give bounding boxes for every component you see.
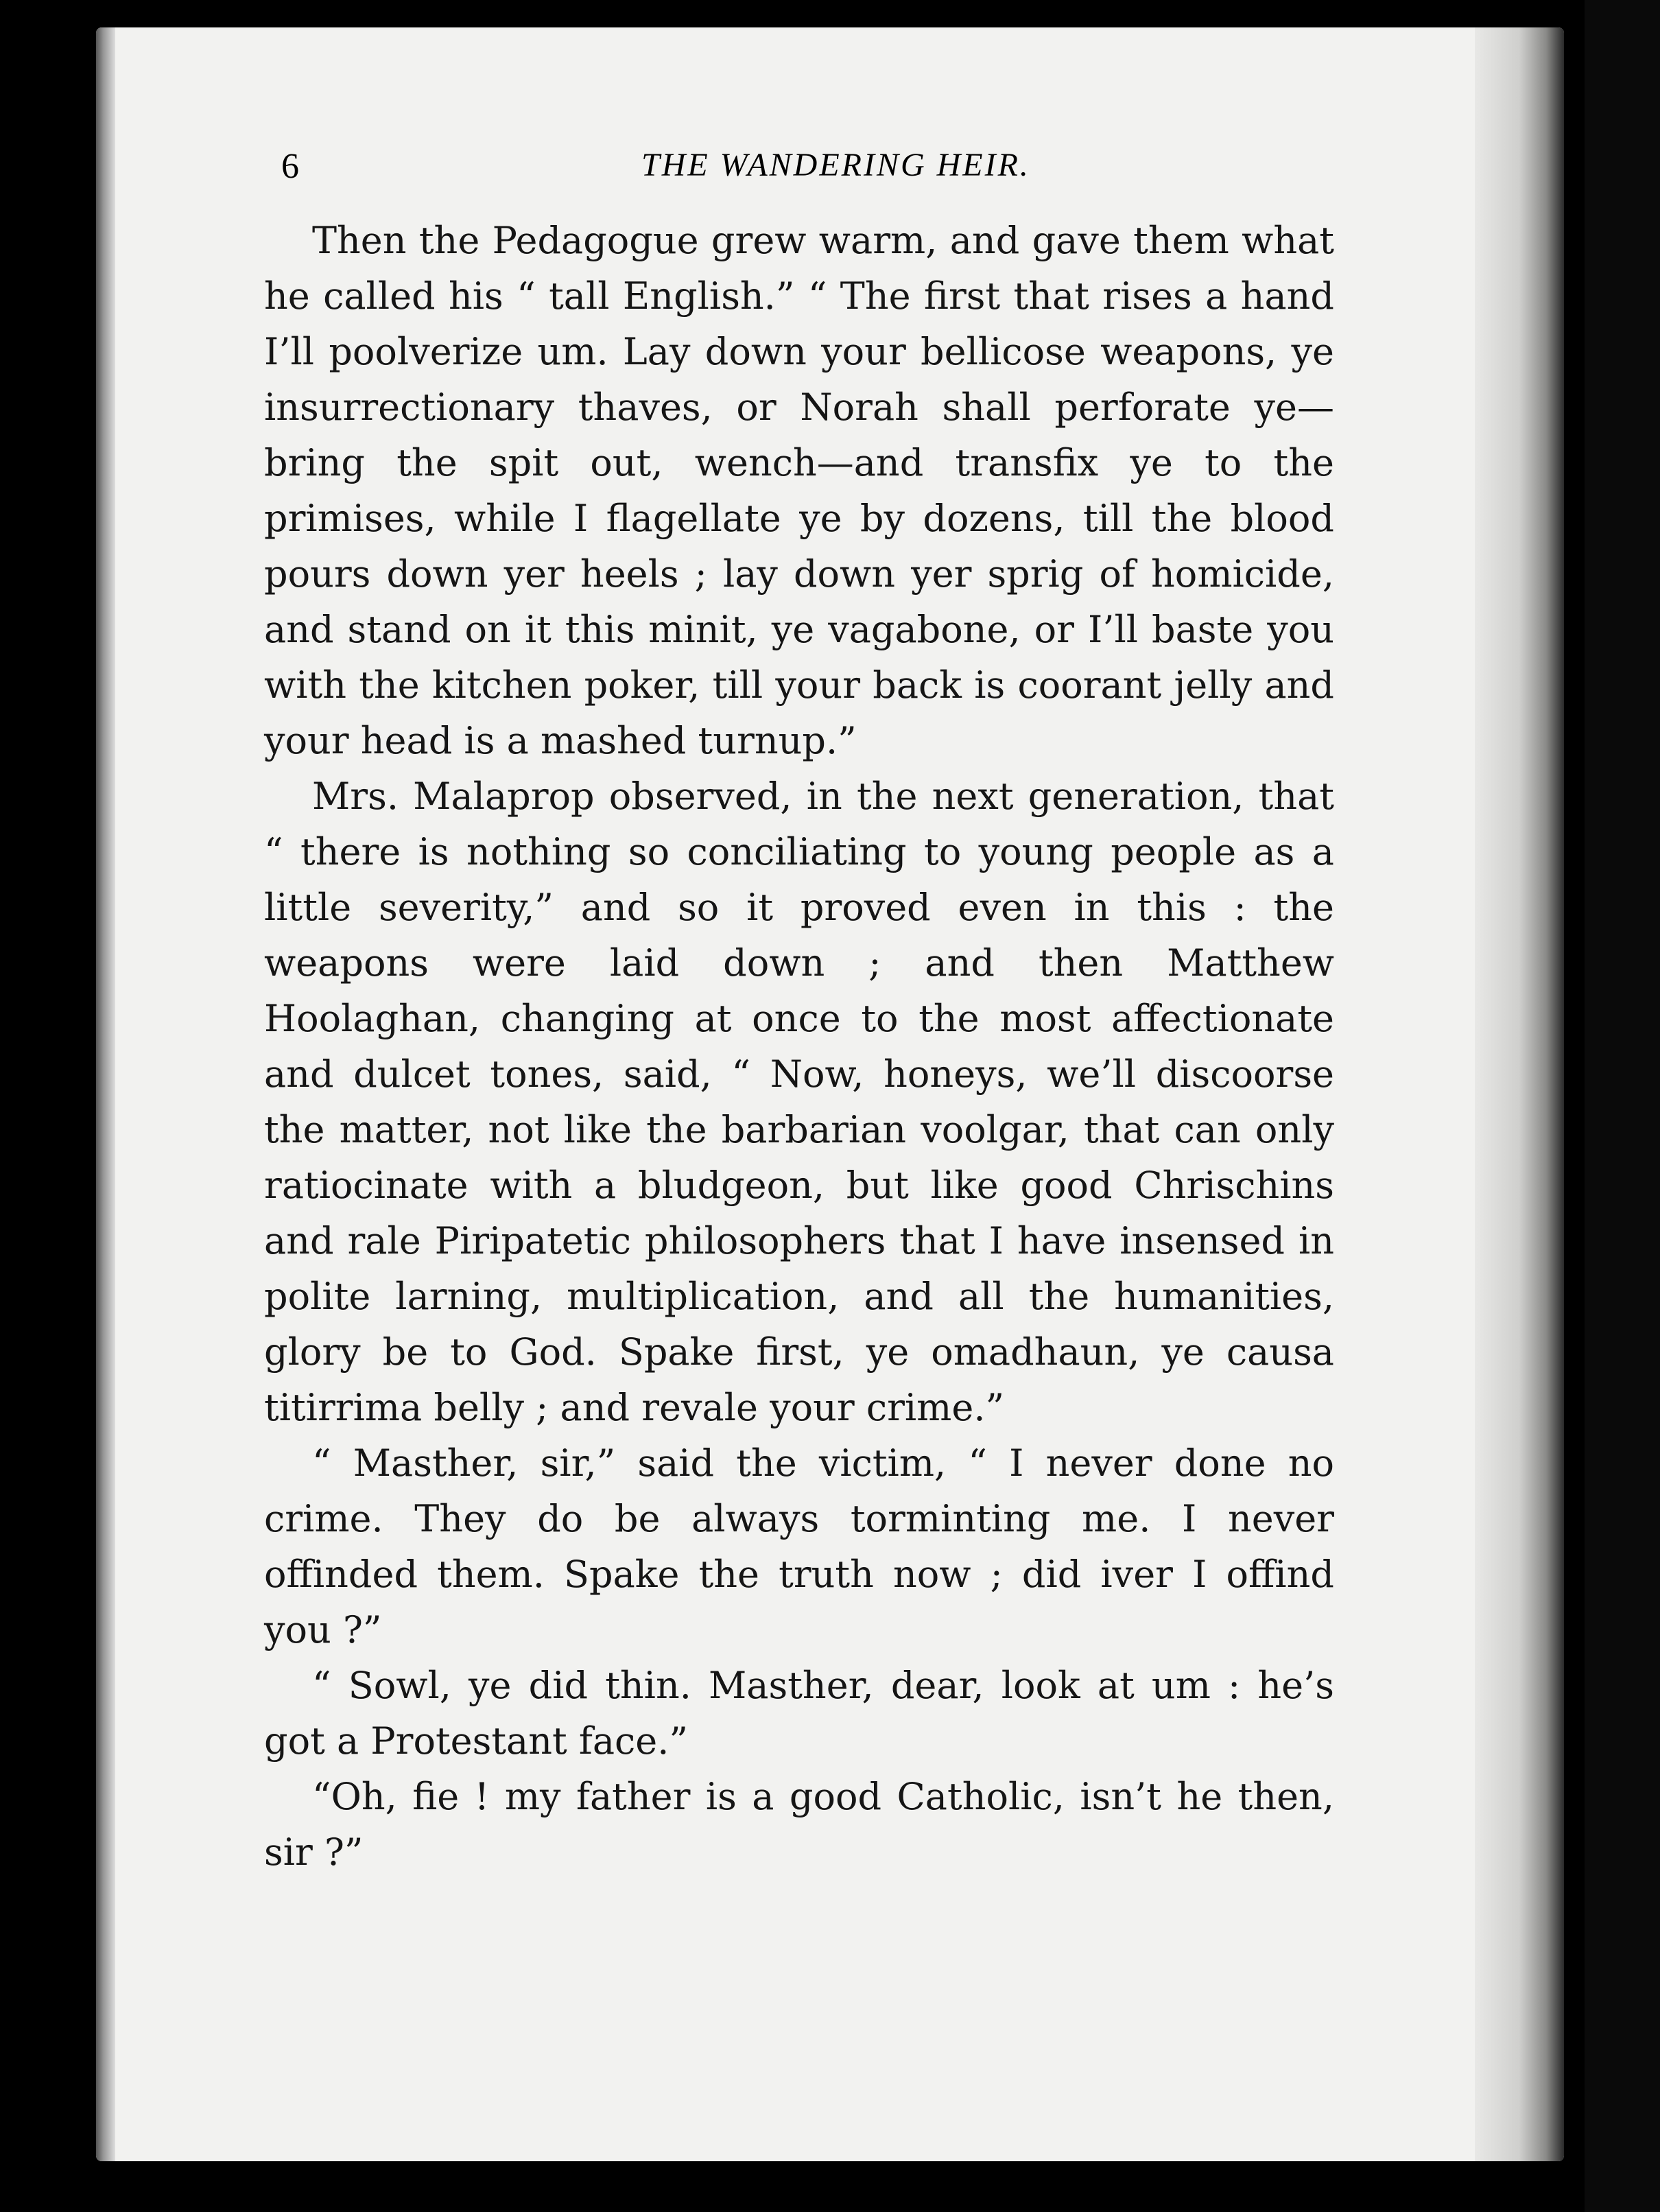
- body-text: [264, 213, 1334, 1880]
- page-right-edge: [1475, 27, 1564, 2161]
- page-header: [175, 141, 1341, 202]
- paragraph: Then the Pedagogue grew warm, and gave them what he called his “ tall English.” “ The first that rises a hand I’ll poolverize um. Lay down your bellicose weapons, ye insurrectionary thaves, or Norah shall perforate ye—bring the spit out, wench—and transfix ye to the primises, while I flagellate ye by dozens, till the blood pours down yer heels ; lay down yer sprig of homicide, and stand on it this minit, ye vagabone, or I’ll baste you with the kitchen poker, till your back is coorant jelly and your head is a mashed turnup.”: [264, 219, 1334, 762]
- scan-border: [1585, 0, 1660, 2212]
- paragraph: Mrs. Malaprop observed, in the next generation, that “ there is nothing so conciliating to young people as a little severity,” and so it proved even in this : the weapons were laid down ; and then Matthew Hoolaghan, changing at once to the most affectionate and dulcet tones, said, “ Now, honeys, we’ll discoorse the matter, not like the barbarian voolgar, that can only ratiocinate with a bludgeon, but like good Chrischins and rale Piripatetic philosophers that I have insensed in polite larning, multiplication, and all the humanities, glory be to God. Spake first, ye omadhaun, ye causa titirrima belly ; and revale your crime.”: [264, 775, 1334, 1429]
- paragraph: “Oh, fie ! my father is a good Catholic, isn’t he then, sir ?”: [264, 1775, 1334, 1874]
- paragraph: “ Masther, sir,” said the victim, “ I never done no crime. They do be always torminting me. I never offinded them. Spake the truth now ; did iver I offind you ?”: [264, 1442, 1334, 1651]
- paragraph: “ Sowl, ye did thin. Masther, dear, look at um : he’s got a Protestant face.”: [264, 1664, 1334, 1763]
- page-left-edge: [96, 27, 115, 2161]
- running-title: THE WANDERING HEIR.: [641, 147, 1030, 183]
- page-number: 6: [281, 147, 301, 186]
